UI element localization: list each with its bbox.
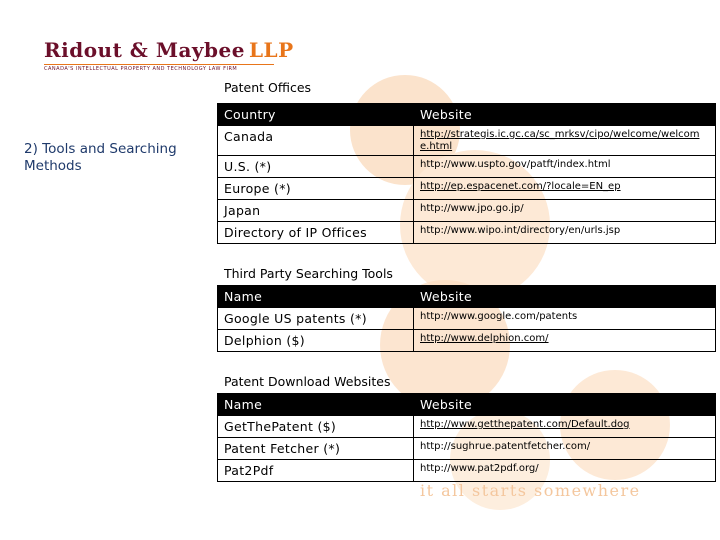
country-cell: Japan: [218, 200, 414, 222]
patent-offices-table: [217, 103, 716, 244]
firm-logo: [44, 38, 294, 72]
column-header-website: Website: [414, 394, 716, 416]
logo-llp: LLP: [248, 38, 294, 62]
name-cell: Patent Fetcher (*): [218, 438, 414, 460]
table-row: [218, 222, 716, 244]
logo-word-ridout: Ridout: [44, 38, 123, 62]
table-header-row: [218, 104, 716, 126]
logo-word-maybee: Maybee: [155, 38, 245, 62]
table-row: [218, 200, 716, 222]
downloads-table: [217, 393, 716, 482]
website-text: http://sughrue.patentfetcher.com/: [414, 438, 716, 460]
country-cell: U.S. (*): [218, 156, 414, 178]
website-text: http://www.uspto.gov/patft/index.html: [414, 156, 716, 178]
table-row: [218, 330, 716, 352]
country-cell: Europe (*): [218, 178, 414, 200]
column-header-website: Website: [414, 286, 716, 308]
table-row: [218, 156, 716, 178]
name-cell: Google US patents (*): [218, 308, 414, 330]
table-row: [218, 460, 716, 482]
website-text: http://www.google.com/patents: [414, 308, 716, 330]
column-header-website: Website: [414, 104, 716, 126]
country-cell: Canada: [218, 126, 414, 156]
third-party-title: Third Party Searching Tools: [224, 266, 393, 281]
table-header-row: [218, 286, 716, 308]
table-row: [218, 308, 716, 330]
column-header-country: Country: [218, 104, 414, 126]
country-cell: Directory of IP Offices: [218, 222, 414, 244]
website-link[interactable]: http://www.getthepatent.com/Default.dog: [414, 416, 716, 438]
table-row: [218, 438, 716, 460]
table-row: [218, 126, 716, 156]
logo-divider: [44, 64, 274, 65]
logo-wordmark: [44, 38, 294, 62]
website-text: http://www.jpo.go.jp/: [414, 200, 716, 222]
downloads-title: Patent Download Websites: [224, 374, 391, 389]
logo-tagline: CANADA'S INTELLECTUAL PROPERTY AND TECHNOLOGY LAW FIRM: [44, 66, 238, 72]
column-header-name: Name: [218, 394, 414, 416]
patent-offices-title: Patent Offices: [224, 80, 312, 95]
table-row: [218, 178, 716, 200]
website-text: http://www.wipo.int/directory/en/urls.jsp: [414, 222, 716, 244]
section-heading: 2) Tools and Searching Methods: [24, 141, 177, 174]
table-header-row: [218, 394, 716, 416]
third-party-table: [217, 285, 716, 352]
table-row: [218, 416, 716, 438]
name-cell: GetThePatent ($): [218, 416, 414, 438]
website-link[interactable]: http://www.delphion.com/: [414, 330, 716, 352]
footer-tagline: it all starts somewhere: [420, 481, 641, 500]
website-text: http://www.pat2pdf.org/: [414, 460, 716, 482]
website-link[interactable]: http://ep.espacenet.com/?locale=EN_ep: [414, 178, 716, 200]
column-header-name: Name: [218, 286, 414, 308]
name-cell: Delphion ($): [218, 330, 414, 352]
website-link[interactable]: http://strategis.ic.gc.ca/sc_mrksv/cipo/welcome/welcom e.html: [414, 126, 716, 156]
name-cell: Pat2Pdf: [218, 460, 414, 482]
logo-ampersand: &: [129, 38, 149, 62]
